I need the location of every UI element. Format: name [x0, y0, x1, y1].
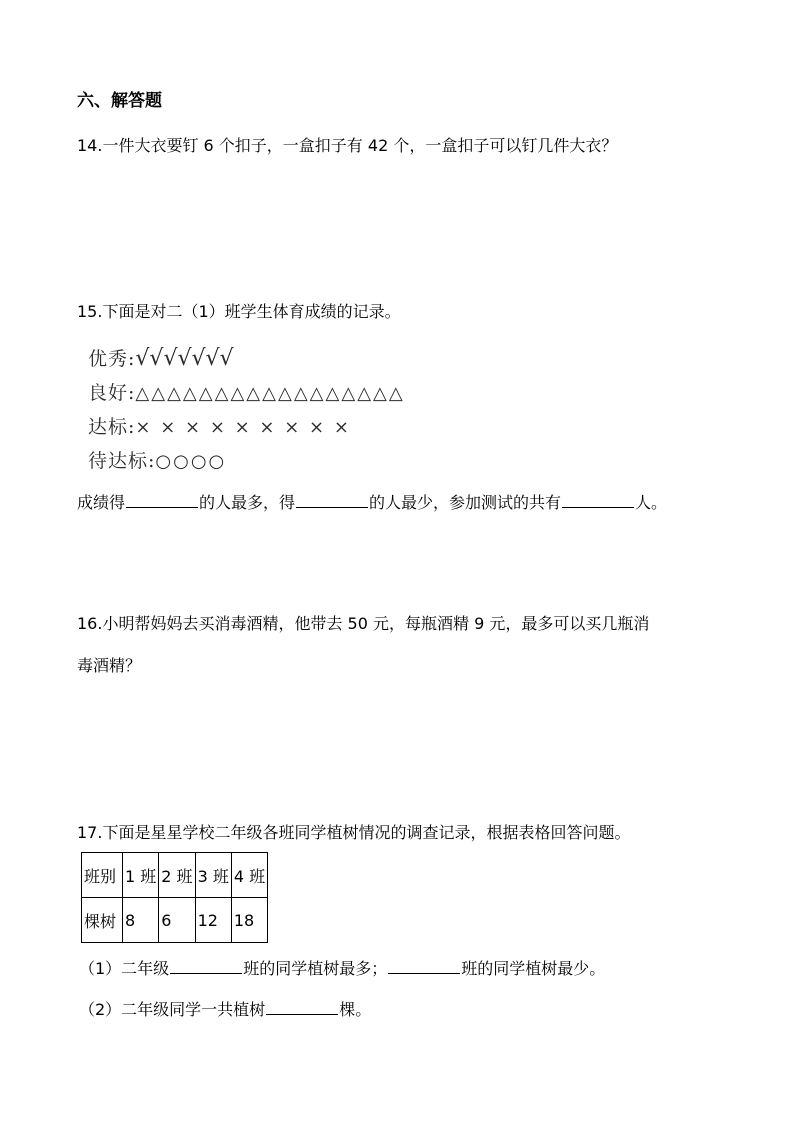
tree-planting-table: [81, 852, 268, 943]
answer-blank-total-trees[interactable]: [266, 998, 338, 1015]
record-label-pass: 达标:: [88, 416, 136, 438]
table-cell: 3 班: [195, 853, 231, 898]
answer-blank-most-class[interactable]: [170, 957, 242, 974]
table-cell: 1 班: [123, 853, 159, 898]
sub1-text-2: 班的同学植树最多；: [243, 959, 388, 978]
question-14: 14.一件大衣要钉 6 个扣子，一盒扣子有 42 个，一盒扣子可以钉几件大衣？: [77, 136, 618, 155]
record-symbols-pass: × × × × × × × × ×: [135, 417, 351, 438]
table-cell: 棵树: [82, 898, 123, 943]
question-17-sub-1: [79, 957, 605, 979]
table-row-trees: [82, 898, 268, 943]
answer-blank-least-class[interactable]: [388, 957, 460, 974]
sub2-text-1: （2）二年级同学一共植树: [79, 1000, 266, 1019]
answer-blank-total[interactable]: [562, 491, 634, 508]
table-cell: 8: [123, 898, 159, 943]
record-label-excellent: 优秀:: [88, 348, 136, 370]
answer-blank-least[interactable]: [296, 491, 368, 508]
question-16-line-1: 16.小明帮妈妈去买消毒酒精，他带去 50 元，每瓶酒精 9 元，最多可以买几瓶消: [77, 614, 650, 633]
table-cell: 2 班: [159, 853, 195, 898]
sub1-text-3: 班的同学植树最少。: [461, 959, 606, 978]
record-symbols-excellent: √√√√√√√: [135, 346, 234, 371]
table-cell: 班别: [82, 853, 123, 898]
section-title: 六、解答题: [77, 91, 162, 111]
fill-text-1: 成绩得: [77, 493, 126, 512]
question-17: 17.下面是星星学校二年级各班同学植树情况的调查记录，根据表格回答问题。: [77, 823, 631, 842]
sub1-text-1: （1）二年级: [79, 959, 170, 978]
question-15: 15.下面是对二（1）班学生体育成绩的记录。: [77, 302, 401, 321]
table-cell: 18: [231, 898, 267, 943]
record-row-excellent: [88, 344, 234, 371]
fill-text-3: 的人最少，参加测试的共有: [369, 493, 562, 512]
fill-text-2: 的人最多，得: [199, 493, 296, 512]
record-row-fail: [88, 446, 226, 473]
question-15-fill-sentence: [77, 491, 667, 513]
record-symbols-fail: ○○○○: [155, 451, 227, 472]
fill-text-4: 人。: [635, 493, 668, 512]
table-cell: 4 班: [231, 853, 267, 898]
table-row-header: [82, 853, 268, 898]
table-cell: 12: [195, 898, 231, 943]
question-17-sub-2: [79, 998, 371, 1020]
question-16-line-2: 毒酒精？: [77, 656, 142, 675]
answer-blank-most[interactable]: [126, 491, 198, 508]
record-label-fail: 待达标:: [88, 450, 156, 472]
record-row-good: [88, 378, 405, 405]
record-symbols-good: △△△△△△△△△△△△△△△△△: [135, 383, 405, 404]
record-row-pass: [88, 412, 351, 439]
table-cell: 6: [159, 898, 195, 943]
sub2-text-2: 棵。: [339, 1000, 372, 1019]
record-label-good: 良好:: [88, 382, 136, 404]
